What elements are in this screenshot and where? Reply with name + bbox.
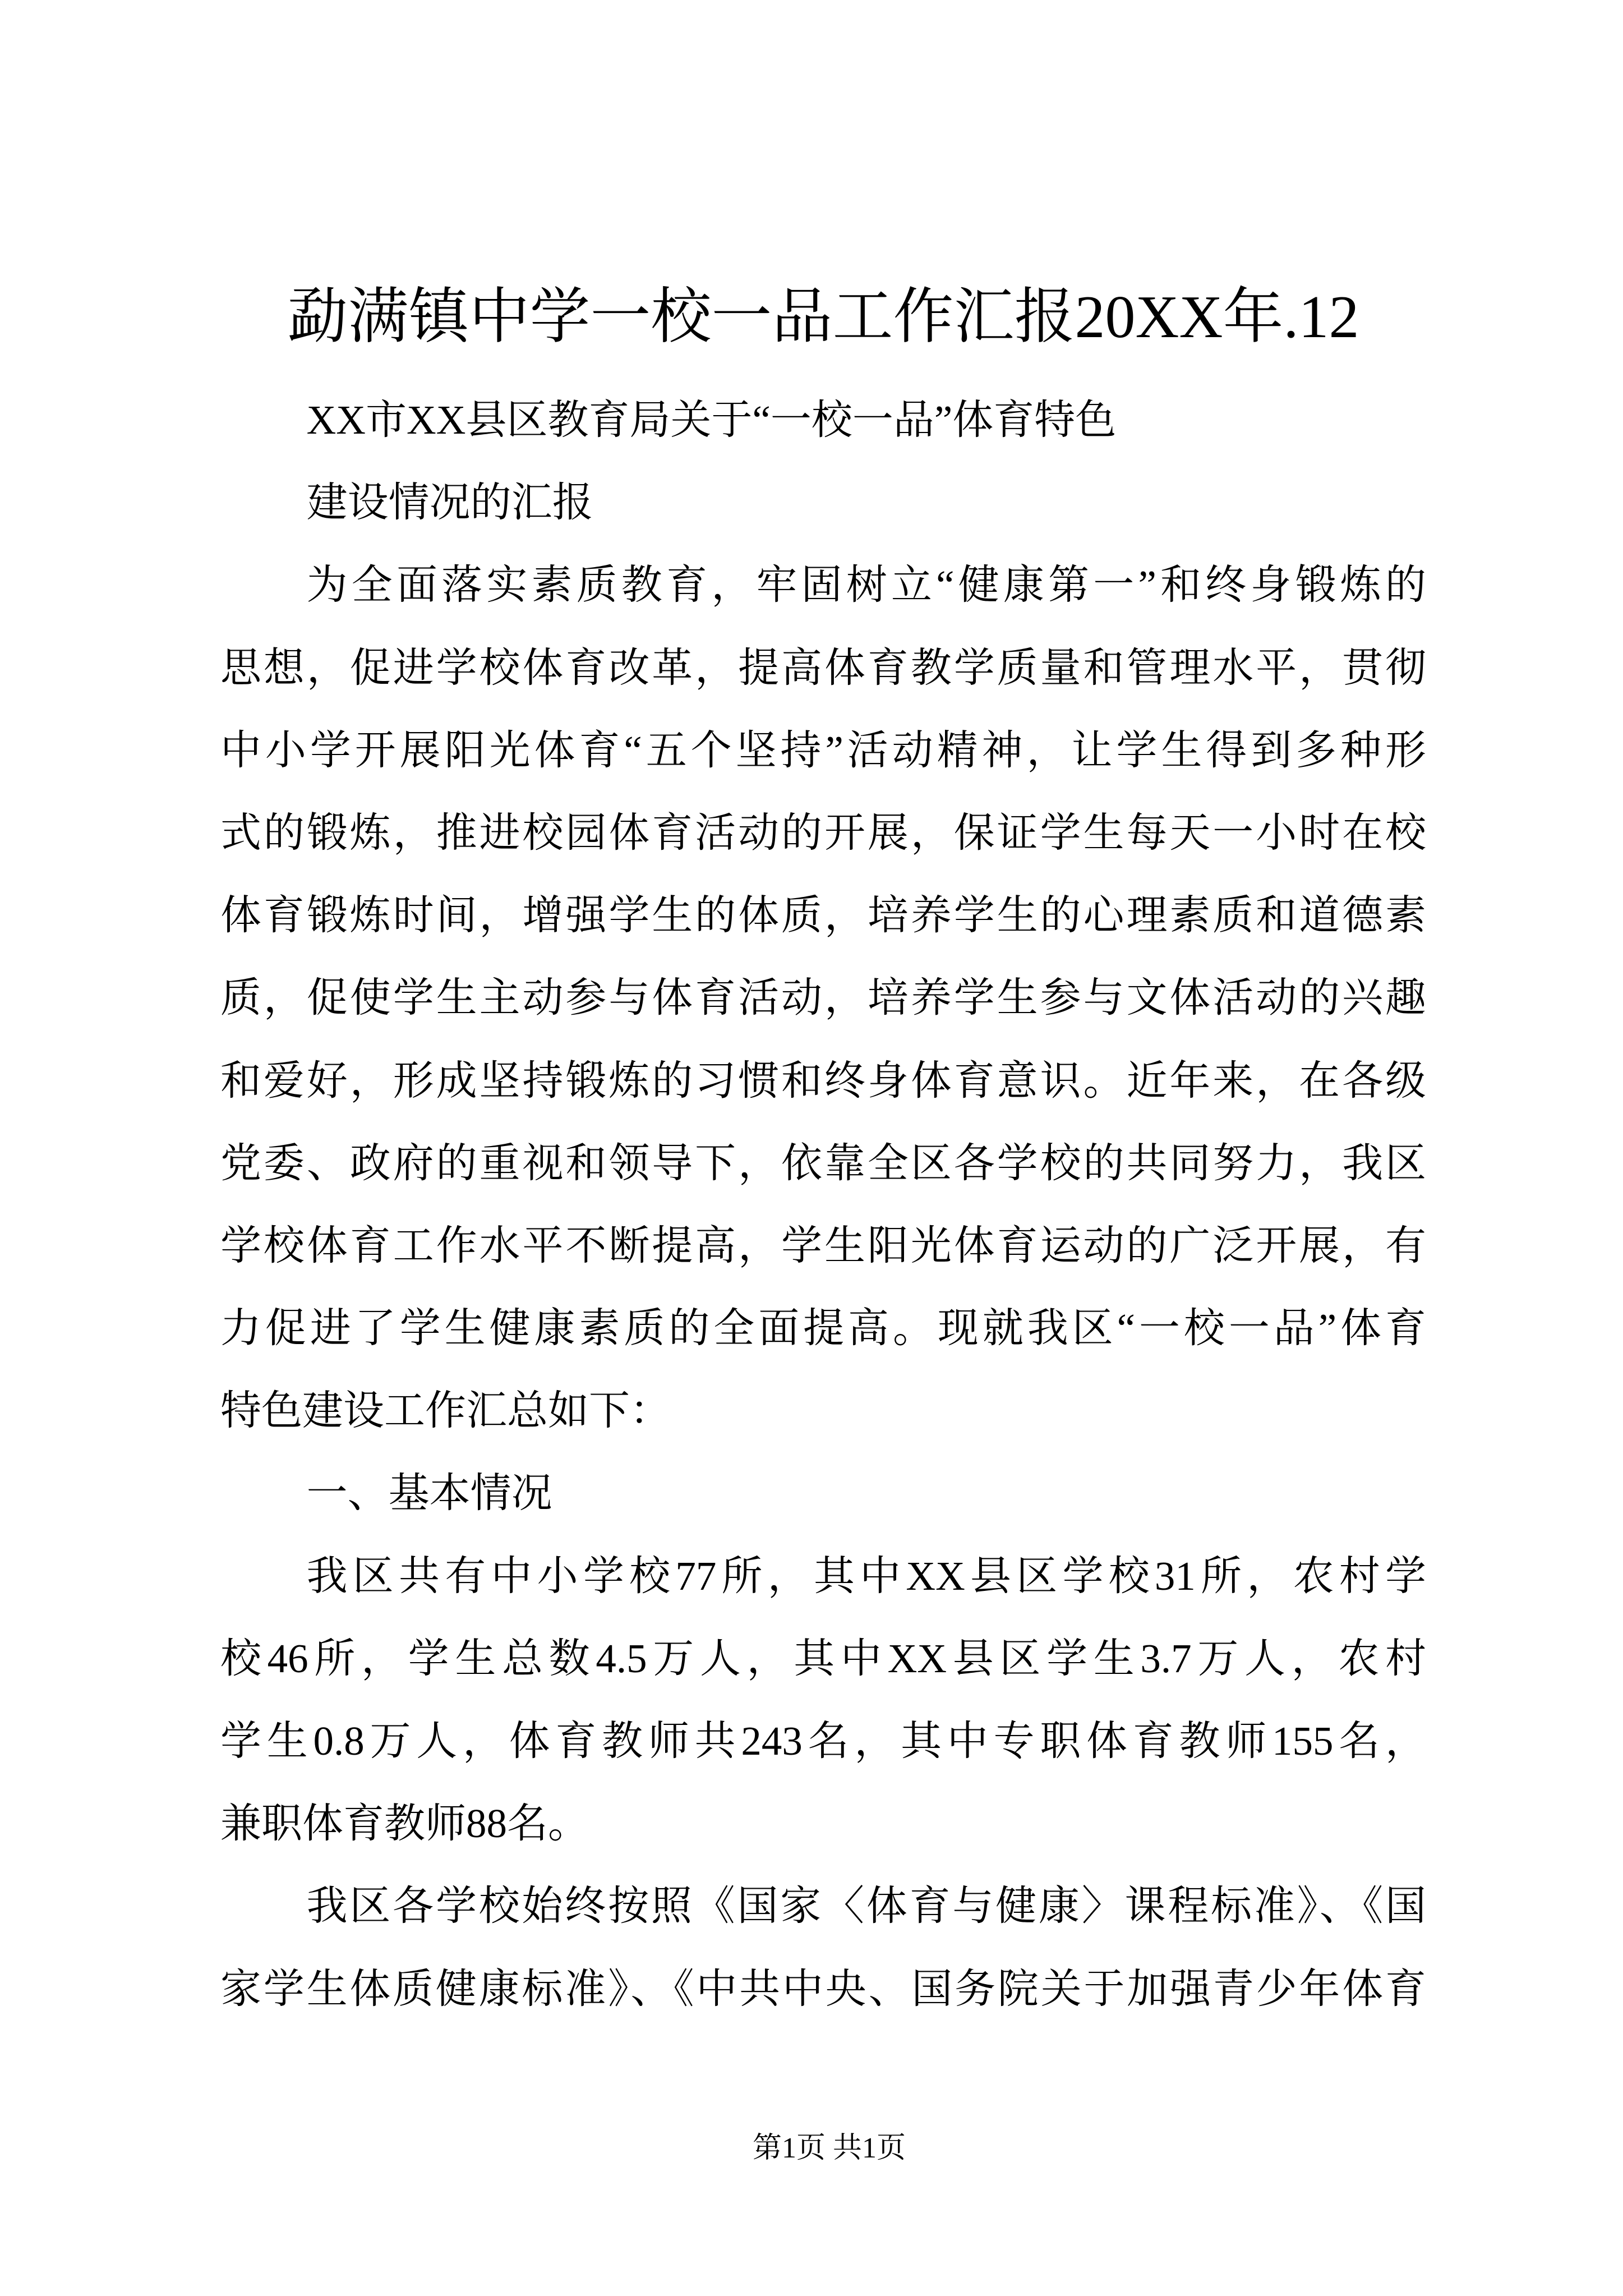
- subtitle-line: XX市XX县区教育局关于“一校一品”体育特色: [306, 397, 1117, 443]
- paragraph-line: 中小学开展阳光体育“五个坚持”活动精神，让学生得到多种形: [220, 727, 1426, 773]
- paragraph-line: 思想，促进学校体育改革，提高体育教学质量和管理水平，贯彻: [220, 645, 1426, 691]
- paragraph-line: 学校体育工作水平不断提高，学生阳光体育运动的广泛开展，有: [220, 1222, 1426, 1268]
- paragraph-line: 式的锻炼，推进校园体育活动的开展，保证学生每天一小时在校: [220, 809, 1426, 855]
- document-body: [220, 379, 1426, 2030]
- paragraph-line: 党委、政府的重视和领导下，依靠全区各学校的共同努力，我区: [220, 1140, 1426, 1186]
- paragraph-line: 体育锻炼时间，增强学生的体质，培养学生的心理素质和道德素: [220, 892, 1426, 938]
- paragraph-line: 家学生体质健康标准》、《中共中央、国务院关于加强青少年体育: [220, 1966, 1426, 2012]
- paragraph-line: 校46所，学生总数4.5万人，其中XX县区学生3.7万人，农村: [220, 1635, 1426, 1681]
- paragraph-line: 特色建设工作汇总如下：: [220, 1388, 671, 1434]
- paragraph-line: 质，促使学生主动参与体育活动，培养学生参与文体活动的兴趣: [220, 975, 1426, 1021]
- paragraph-line: 我区各学校始终按照《国家〈体育与健康〉课程标准》、《国: [306, 1883, 1426, 1929]
- section-heading: 一、基本情况: [306, 1470, 552, 1516]
- paragraph-line: 和爱好，形成坚持锻炼的习惯和终身体育意识。近年来，在各级: [220, 1057, 1426, 1103]
- paragraph-line: 为全面落实素质教育，牢固树立“健康第一”和终身锻炼的: [306, 562, 1426, 608]
- document-title: 勐满镇中学一校一品工作汇报20XX年.12: [287, 284, 1359, 351]
- paragraph-line: 力促进了学生健康素质的全面提高。现就我区“一校一品”体育: [220, 1305, 1426, 1351]
- paragraph: [220, 1865, 1426, 2030]
- paragraph: [220, 544, 1426, 1452]
- paragraph-line: 兼职体育教师88名。: [220, 1801, 589, 1847]
- paragraph-line: 我区共有中小学校77所，其中XX县区学校31所，农村学: [306, 1553, 1426, 1599]
- paragraph: [220, 1535, 1426, 1865]
- subtitle-line: 建设情况的汇报: [306, 480, 593, 526]
- page-footer: 第1页 共1页: [753, 2132, 906, 2164]
- section-heading-block: [220, 1452, 1426, 1534]
- paragraph-line: 学生0.8万人，体育教师共243名，其中专职体育教师155名，: [220, 1718, 1426, 1764]
